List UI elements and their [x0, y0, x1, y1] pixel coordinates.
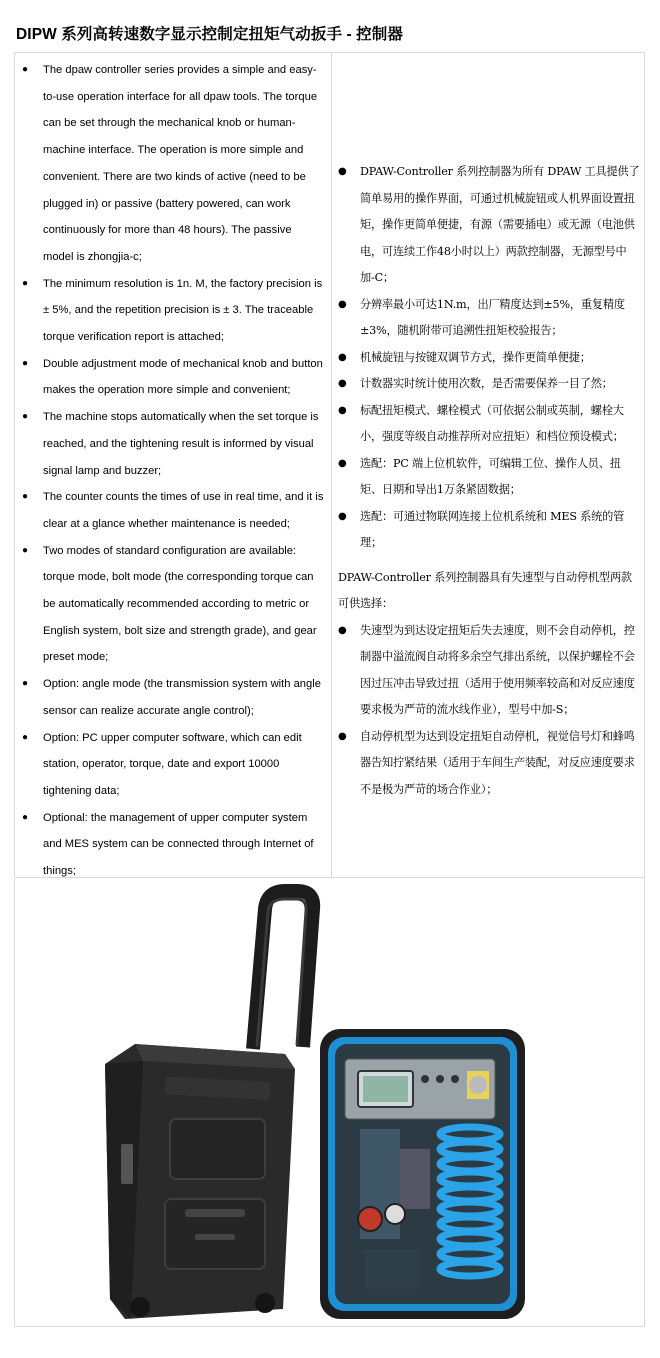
chinese-item [332, 345, 644, 372]
spec-table [14, 52, 645, 878]
chinese-column [332, 53, 644, 803]
chinese-sub-item [332, 618, 644, 724]
page-title: DIPW 系列高转速数字显示控制定扭矩气动扳手 - 控制器 [16, 26, 403, 43]
chinese-item [332, 451, 644, 504]
chinese-sub-bullet-list [332, 618, 644, 804]
bullet-icon: ● [22, 64, 29, 75]
english-item [15, 351, 331, 404]
chinese-sub-item-text: 自动停机型为达到设定扭矩自动停机，视觉信号灯和蜂鸣器告知拧紧结果（适用于车间生产装配，对反应速度要求不是极为严苛的场合作业）； [360, 729, 635, 796]
chinese-item-text: 选配：PC 端上位机软件，可编辑工位、操作人员、扭矩、日期和导出1万条紧固数据； [360, 456, 621, 496]
english-item [15, 404, 331, 484]
bullet-icon: ● [22, 357, 29, 369]
english-item-text: The counter counts the times of use in real time, and it is clear at a glance whether maintenance is needed; [43, 491, 324, 530]
english-item [15, 57, 331, 271]
english-column [15, 53, 331, 885]
chinese-sub-item [332, 724, 644, 804]
bullet-icon: ● [338, 378, 347, 389]
english-item-text: Optional: the management of upper computer system and MES system can be connected through Internet of things; [43, 811, 314, 878]
bullet-icon: ● [22, 811, 29, 823]
bullet-icon: ● [338, 351, 347, 363]
controller-case-illustration [15, 879, 646, 1327]
chinese-item [332, 398, 644, 451]
chinese-item [332, 159, 644, 292]
english-item [15, 484, 331, 537]
english-item-text: The dpaw controller series provides a simple and easy-to-use operation interface for all dpaw tools. The torque can be set through the mechanical knob or human-machine interface. The operation is more simple and convenient. There are two kinds of active (need to be plugged in) or passive (battery powered, can work continuously for more than 48 hours). The passive model is zhongjia-c; [43, 64, 318, 263]
bullet-icon: ● [338, 166, 347, 177]
chinese-item [332, 292, 644, 345]
chinese-item-text: DPAW-Controller 系列控制器为所有 DPAW 工具提供了简单易用的操作界面，可通过机械旋钮或人机界面设置扭矩，操作更简单便捷，有源（需要插电）或无源（电池供电，可连续工作48小时以上）两款控制器，无源型号中加-C； [360, 165, 640, 284]
bullet-icon: ● [22, 411, 29, 423]
chinese-item-text: 分辨率最小可达1N.m，出厂精度达到±5%，重复精度±3%，随机附带可追溯性扭矩校验报告； [360, 297, 625, 337]
bullet-icon: ● [22, 491, 29, 503]
english-item-text: Double adjustment mode of mechanical knob and button makes the operation more simple and convenient; [43, 357, 323, 397]
english-item [15, 671, 331, 724]
bullet-icon: ● [338, 457, 347, 469]
chinese-item [332, 504, 644, 557]
bullet-icon: ● [338, 730, 347, 742]
english-item [15, 271, 331, 351]
english-item [15, 725, 331, 805]
bullet-icon: ● [22, 277, 29, 289]
bullet-icon: ● [22, 678, 29, 690]
bullet-icon: ● [22, 544, 29, 556]
chinese-item-text: 标配扭矩模式、螺栓模式（可依据公制或英制，螺栓大小，强度等级自动推荐所对应扭矩）和档位预设模式； [360, 403, 624, 443]
chinese-bullet-list [332, 53, 644, 557]
english-bullet-list [15, 53, 331, 885]
english-item [15, 805, 331, 885]
english-item-text: The minimum resolution is 1n. M, the factory precision is ± 5%, and the repetition precision is ± 3. The traceable torque verification report is attached; [43, 277, 323, 344]
bullet-icon: ● [338, 510, 347, 522]
english-item-text: Option: PC upper computer software, which can edit station, operator, torque, date and export 10000 tightening data; [43, 731, 302, 797]
bullet-icon: ● [338, 298, 347, 310]
bullet-icon: ● [338, 404, 347, 416]
bullet-icon: ● [338, 624, 347, 636]
chinese-item-text: 选配：可通过物联网连接上位机系统和 MES 系统的管理； [360, 509, 625, 549]
open-controller [320, 1029, 525, 1319]
chinese-item [332, 371, 644, 398]
english-item-text: Option: angle mode (the transmission system with angle sensor can realize accurate angle control); [43, 678, 321, 717]
product-photo [14, 879, 645, 1327]
closed-case [105, 1044, 295, 1319]
chinese-item-text: 机械旋钮与按键双调节方式，操作更简单便捷； [360, 350, 591, 364]
bullet-icon: ● [22, 731, 29, 743]
chinese-item-text: 计数器实时统计使用次数，是否需要保养一目了然； [360, 377, 613, 390]
english-item-text: Two modes of standard configuration are available: torque mode, bolt mode (the corresponding torque can be automatically recommended according to metric or English system, bolt size and strength grade), and gear preset mode; [43, 544, 317, 664]
chinese-sub-item-text: 失速型为到达设定扭矩后失去速度，则不会自动停机，控制器中溢流阀自动将多余空气排出系统，以保护螺栓不会因过压冲击导致过扭（适用于使用频率较高和对反应速度要求极为严苛的流水线作业），型号中加-S； [360, 623, 635, 716]
english-item [15, 538, 331, 672]
chinese-paragraph: DPAW-Controller 系列控制器具有失速型与自动停机型两款可供选择： [338, 570, 632, 610]
trolley-handle [253, 891, 313, 1049]
english-item-text: The machine stops automatically when the set torque is reached, and the tightening result is informed by visual signal lamp and buzzer; [43, 411, 319, 477]
